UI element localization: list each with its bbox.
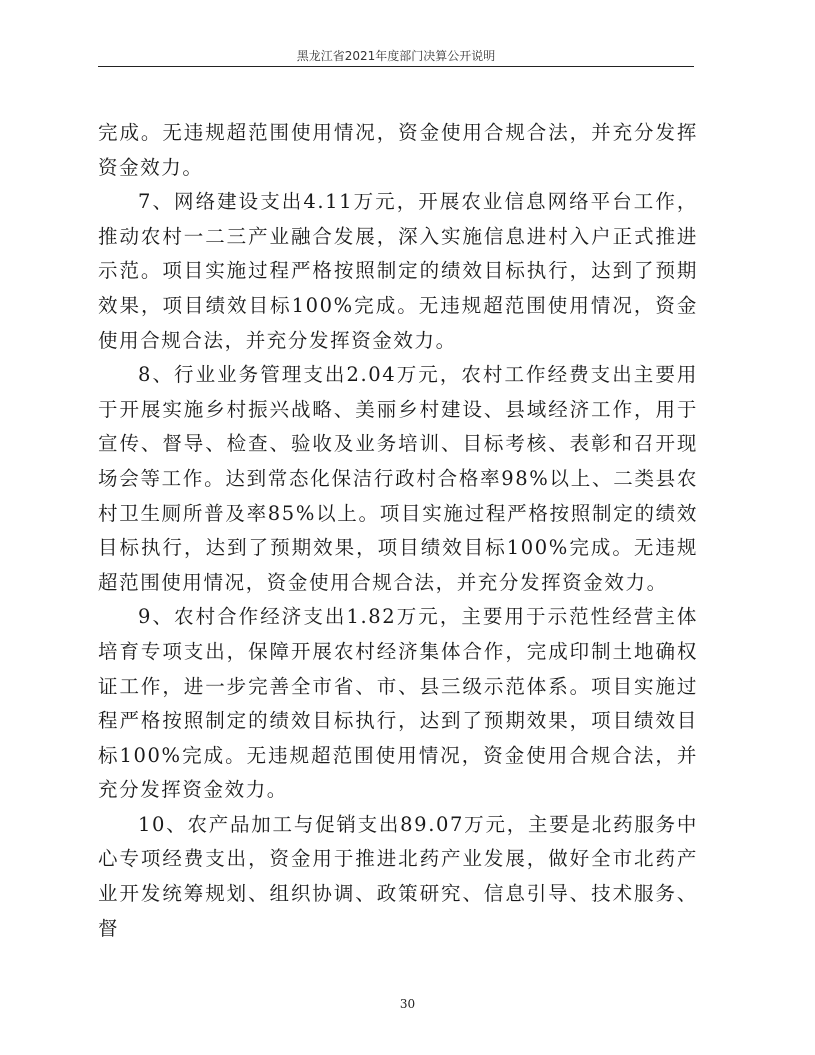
- document-body: [98, 116, 698, 946]
- paragraph-item-7: 7、网络建设支出4.11万元，开展农业信息网络平台工作，推动农村一二三产业融合发展，深入实施信息进村入户正式推进示范。项目实施过程严格按照制定的绩效目标执行，达到了预期效果，项目绩效目标100%完成。无违规超范围使用情况，资金使用合规合法，并充分发挥资金效力。: [98, 190, 698, 352]
- page-number: 30: [399, 997, 416, 1011]
- header-divider: [98, 66, 694, 67]
- paragraph-item-9: 9、农村合作经济支出1.82万元，主要用于示范性经营主体培育专项支出，保障开展农村经济集体合作，完成印制土地确权证工作，进一步完善全市省、市、县三级示范体系。项目实施过程严格按照制定的绩效目标执行，达到了预期效果，项目绩效目标100%完成。无违规超范围使用情况，资金使用合规合法，并充分发挥资金效力。: [98, 605, 698, 802]
- page-header: 黑龙江省2021年度部门决算公开说明: [296, 49, 496, 63]
- paragraph-continuation: 完成。无违规超范围使用情况，资金使用合规合法，并充分发挥资金效力。: [98, 121, 698, 179]
- paragraph-item-10: 10、农产品加工与促销支出89.07万元，主要是北药服务中心专项经费支出，资金用于推进北药产业发展，做好全市北药产业开发统筹规划、组织协调、政策研究、信息引导、技术服务、督: [98, 812, 698, 940]
- paragraph-item-8: 8、行业业务管理支出2.04万元，农村工作经费支出主要用于开展实施乡村振兴战略、美丽乡村建设、县域经济工作，用于宣传、督导、检查、验收及业务培训、目标考核、表彰和召开现场会等工作。达到常态化保洁行政村合格率98%以上、二类县农村卫生厕所普及率85%以上。项目实施过程严格按照制定的绩效目标执行，达到了预期效果，项目绩效目标100%完成。无违规超范围使用情况，资金使用合规合法，并充分发挥资金效力。: [98, 363, 698, 594]
